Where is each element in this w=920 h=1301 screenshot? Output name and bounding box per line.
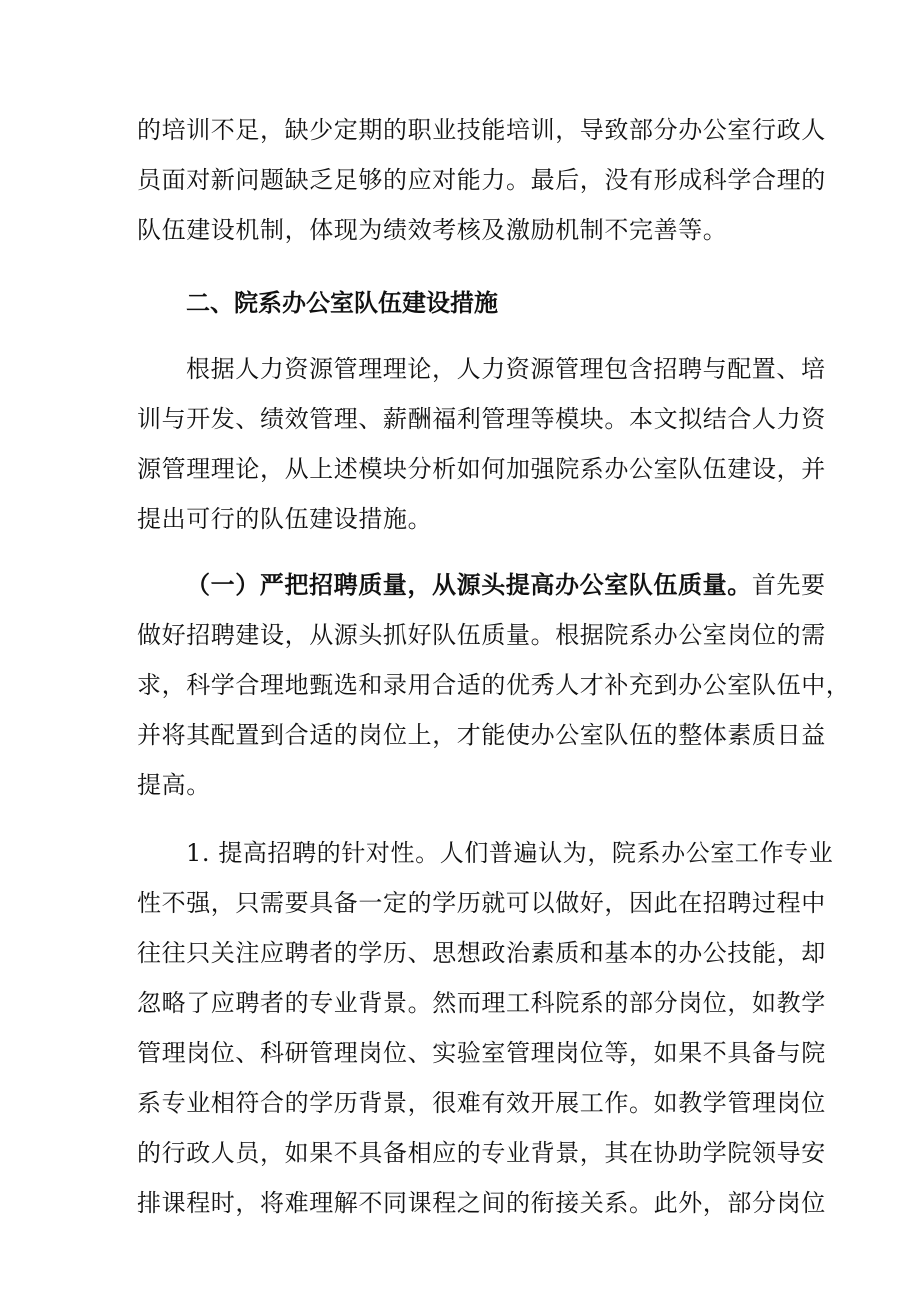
paragraph-line: 训与开发、绩效管理、薪酬福利管理等模块。本文拟结合人力资 [137, 405, 826, 433]
paragraph-line: 队伍建设机制，体现为绩效考核及激励机制不完善等。 [137, 216, 728, 244]
paragraph-line: 1. 提高招聘的针对性。人们普遍认为，院系办公室工作专业 [186, 839, 834, 867]
paragraph-line: 并将其配置到合适的岗位上，才能使办公室队伍的整体素质日益 [137, 721, 826, 749]
paragraph-line: 忽略了应聘者的专业背景。然而理工科院系的部分岗位，如教学 [137, 989, 826, 1017]
paragraph-line [186, 562, 826, 608]
paragraph-line: 性不强，只需要具备一定的学历就可以做好，因此在招聘过程中 [137, 889, 826, 917]
paragraph-line: 员面对新问题缺乏足够的应对能力。最后，没有形成科学合理的 [137, 166, 826, 194]
paragraph-line: 做好招聘建设，从源头抓好队伍质量。根据院系办公室岗位的需 [137, 621, 826, 649]
paragraph-line: 排课程时，将难理解不同课程之间的衔接关系。此外，部分岗位 [137, 1189, 826, 1217]
paragraph-line: 源管理理论，从上述模块分析如何加强院系办公室队伍建设，并 [137, 455, 826, 483]
paragraph-line: 提高。 [137, 771, 211, 799]
paragraph-line: 的培训不足，缺少定期的职业技能培训，导致部分办公室行政人 [137, 116, 826, 144]
paragraph-line: 根据人力资源管理理论，人力资源管理包含招聘与配置、培 [186, 355, 826, 383]
paragraph-line: 往往只关注应聘者的学历、思想政治素质和基本的办公技能，却 [137, 939, 826, 967]
paragraph-line: 管理岗位、科研管理岗位、实验室管理岗位等，如果不具备与院 [137, 1039, 826, 1067]
subsection-heading: （一）严把招聘质量，从源头提高办公室队伍质量。 [186, 570, 752, 599]
paragraph-text: 首先要 [751, 571, 826, 599]
paragraph-line: 提出可行的队伍建设措施。 [137, 505, 433, 533]
section-heading: 二、院系办公室队伍建设措施 [186, 289, 498, 317]
paragraph-line: 系专业相符合的学历背景，很难有效开展工作。如教学管理岗位 [137, 1089, 826, 1117]
paragraph-line: 求，科学合理地甄选和录用合适的优秀人才补充到办公室队伍中， [137, 671, 851, 699]
paragraph-line: 的行政人员，如果不具备相应的专业背景，其在协助学院领导安 [137, 1139, 826, 1167]
